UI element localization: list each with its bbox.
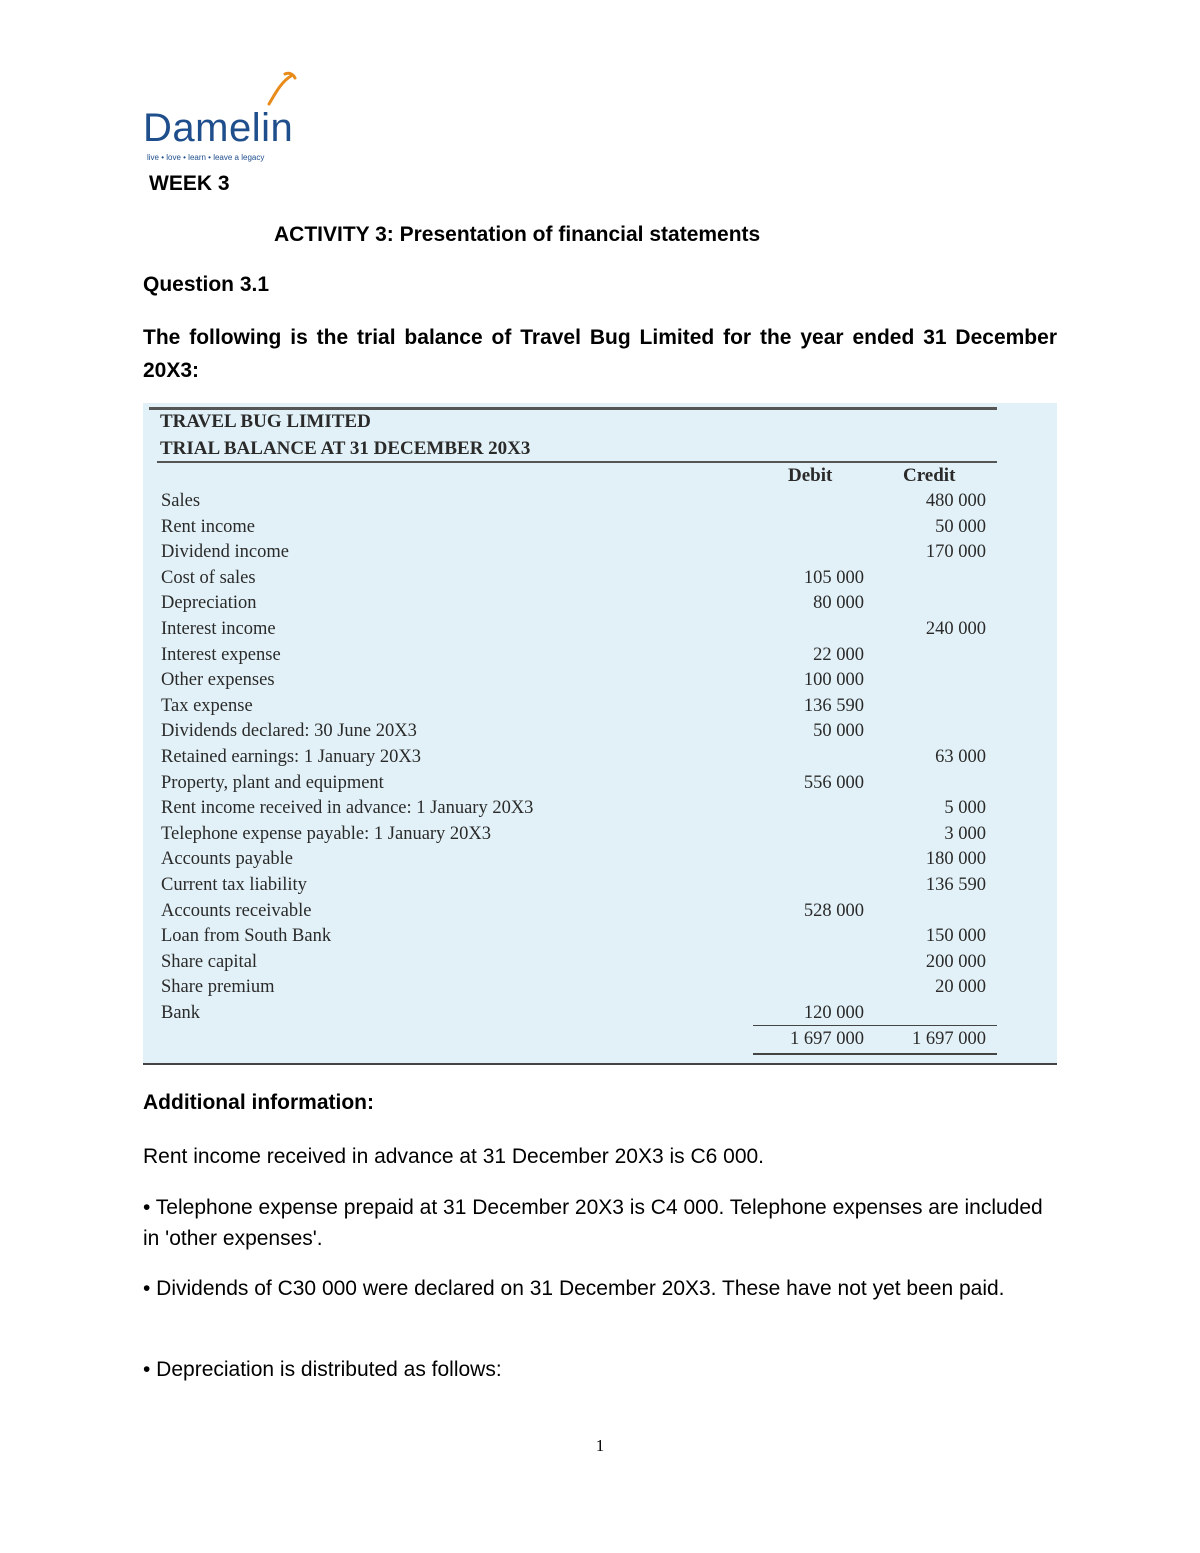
account-name: Dividends declared: 30 June 20X3 <box>161 721 417 742</box>
question-heading: Question 3.1 <box>143 273 270 296</box>
debit-amount: 100 000 <box>803 670 864 691</box>
debit-amount: 136 590 <box>803 695 864 716</box>
info-depreciation: • Depreciation is distributed as follows: <box>143 1358 502 1381</box>
debit-amount: 120 000 <box>803 1002 864 1023</box>
account-name: Retained earnings: 1 January 20X3 <box>161 746 421 767</box>
account-name: Share capital <box>161 951 258 972</box>
debit-amount: 528 000 <box>803 900 864 921</box>
account-name: Dividend income <box>161 542 289 563</box>
table-row <box>143 619 1057 645</box>
credit-amount: 240 000 <box>925 618 986 639</box>
credit-amount: 20 000 <box>935 977 986 998</box>
bottom-rule <box>143 1063 1057 1065</box>
info-telephone-prepaid: • Telephone expense prepaid at 31 December 20X3 is C4 000. Telephone expenses are included in 'other expenses'. <box>143 1196 1043 1250</box>
account-name: Sales <box>161 491 201 511</box>
credit-column-header: Credit <box>903 465 956 486</box>
account-name: Bank <box>161 1002 201 1023</box>
table-row <box>143 977 1057 1003</box>
account-name: Depreciation <box>161 593 257 614</box>
account-name: Current tax liability <box>161 874 307 895</box>
credit-amount: 150 000 <box>925 926 986 947</box>
info-rent-advance: Rent income received in advance at 31 December 20X3 is C6 000. <box>143 1145 765 1168</box>
debit-amount: 80 000 <box>813 593 864 614</box>
table-row <box>143 849 1057 875</box>
credit-amount: 180 000 <box>925 849 986 870</box>
table-row <box>143 517 1057 543</box>
top-rule <box>149 407 997 410</box>
trial-balance-image <box>143 403 1057 1065</box>
table-row <box>143 491 1057 517</box>
table-row <box>143 721 1057 747</box>
account-name: Cost of sales <box>161 567 256 588</box>
debit-amount: 50 000 <box>813 721 864 742</box>
table-row <box>143 542 1057 568</box>
account-name: Telephone expense payable: 1 January 20X3 <box>161 823 492 844</box>
table-row <box>143 824 1057 850</box>
table-row <box>143 747 1057 773</box>
account-name: Interest expense <box>161 644 281 665</box>
title-rule <box>157 461 997 463</box>
logo-swoosh-icon <box>261 70 301 110</box>
question-intro: The following is the trial balance of Travel Bug Limited for the year ended 31 December 20X3: <box>143 326 1057 382</box>
credit-amount: 5 000 <box>944 798 986 819</box>
account-name: Loan from South Bank <box>161 926 332 947</box>
credit-amount: 480 000 <box>925 491 986 511</box>
week-heading: WEEK 3 <box>149 172 230 195</box>
debit-amount: 105 000 <box>803 567 864 588</box>
company-name: TRAVEL BUG LIMITED <box>160 411 371 432</box>
credit-amount: 3 000 <box>944 823 986 844</box>
total-credit: 1 697 000 <box>912 1029 986 1049</box>
total-rule <box>753 1053 997 1055</box>
subtotal-rule <box>753 1025 997 1026</box>
logo-wordmark: Damelin <box>143 106 294 150</box>
additional-info-heading: Additional information: <box>143 1091 374 1114</box>
table-row <box>143 773 1057 799</box>
page-number: 1 <box>595 1436 605 1455</box>
table-row <box>143 645 1057 671</box>
table-row <box>143 926 1057 952</box>
trial-balance-rows <box>143 491 1057 1028</box>
account-name: Interest income <box>161 618 276 639</box>
credit-amount: 136 590 <box>925 874 986 895</box>
table-row <box>143 798 1057 824</box>
table-row <box>143 696 1057 722</box>
debit-amount: 556 000 <box>803 772 864 793</box>
account-name: Rent income received in advance: 1 January 20X3 <box>161 798 534 819</box>
credit-amount: 63 000 <box>935 746 986 767</box>
debit-amount: 22 000 <box>813 644 864 665</box>
damelin-logo <box>143 70 333 165</box>
account-name: Accounts payable <box>161 849 294 870</box>
total-debit: 1 697 000 <box>790 1029 864 1049</box>
table-row <box>143 593 1057 619</box>
account-name: Property, plant and equipment <box>161 772 384 793</box>
table-row <box>143 670 1057 696</box>
account-name: Rent income <box>161 516 256 537</box>
debit-column-header: Debit <box>788 465 833 486</box>
account-name: Tax expense <box>161 695 253 716</box>
credit-amount: 170 000 <box>925 542 986 563</box>
account-name: Share premium <box>161 977 275 998</box>
activity-title: ACTIVITY 3: Presentation of financial statements <box>274 223 761 246</box>
account-name: Accounts receivable <box>161 900 312 921</box>
info-dividends: • Dividends of C30 000 were declared on 31 December 20X3. These have not yet been paid. <box>143 1277 1005 1300</box>
table-row <box>143 952 1057 978</box>
logo-tagline: live • love • learn • leave a legacy <box>147 153 265 162</box>
account-name: Other expenses <box>161 670 275 691</box>
table-row <box>143 568 1057 594</box>
credit-amount: 200 000 <box>925 951 986 972</box>
table-row <box>143 875 1057 901</box>
credit-amount: 50 000 <box>935 516 986 537</box>
trial-balance-title: TRIAL BALANCE AT 31 DECEMBER 20X3 <box>160 438 531 459</box>
table-row <box>143 901 1057 927</box>
